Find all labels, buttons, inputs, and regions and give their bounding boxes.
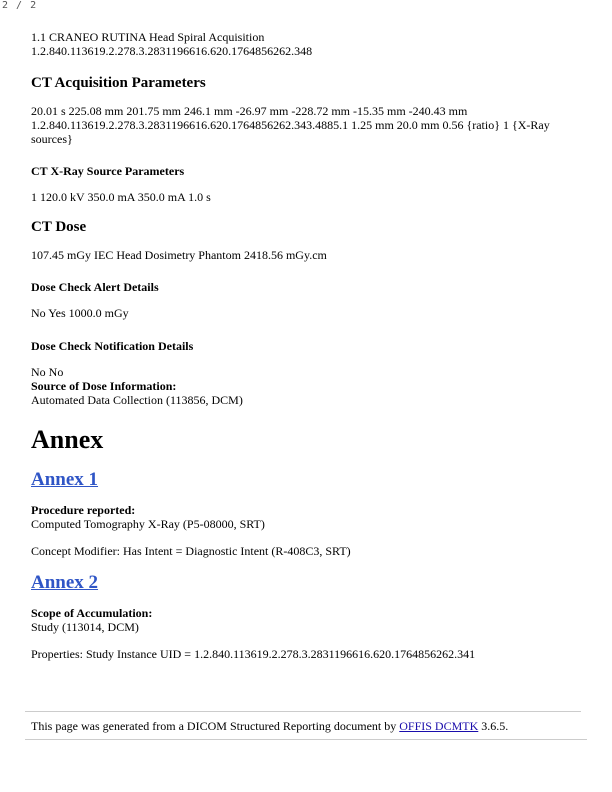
- xray-source-heading: CT X-Ray Source Parameters: [31, 164, 185, 178]
- concept-modifier: Concept Modifier: Has Intent = Diagnostic Intent (R-408C3, SRT): [31, 544, 351, 558]
- procedure-reported-value: Computed Tomography X-Ray (P5-08000, SRT): [31, 517, 265, 531]
- scope-value: Study (113014, DCM): [31, 620, 139, 634]
- footer-suffix: 3.6.5.: [478, 719, 509, 733]
- footer-divider-top: [25, 711, 581, 712]
- footer-divider-bottom: [25, 739, 587, 740]
- footer-text: [31, 719, 508, 733]
- dose-alert-heading: Dose Check Alert Details: [31, 280, 159, 294]
- annex-title: Annex: [31, 425, 104, 454]
- xray-source-text: 1 120.0 kV 350.0 mA 350.0 mA 1.0 s: [31, 190, 211, 204]
- footer-prefix: This page was generated from a DICOM Structured Reporting document by: [31, 719, 400, 733]
- scope-label: Scope of Accumulation:: [31, 606, 153, 620]
- procedure-reported-label: Procedure reported:: [31, 503, 136, 517]
- dose-notification-text: No No: [31, 365, 64, 379]
- annex-1-heading: [31, 469, 579, 491]
- dcmtk-link[interactable]: OFFIS DCMTK: [399, 719, 479, 733]
- ct-dose-text: 107.45 mGy IEC Head Dosimetry Phantom 2418.56 mGy.cm: [31, 248, 327, 262]
- acquisition-line: 1.1 CRANEO RUTINA Head Spiral Acquisition: [31, 30, 265, 44]
- annex-2-link[interactable]: Annex 2: [31, 572, 99, 593]
- dose-source-label: Source of Dose Information:: [31, 379, 177, 393]
- page-number: 2 / 2: [2, 0, 38, 11]
- ct-acquisition-parameters-heading: CT Acquisition Parameters: [31, 75, 206, 91]
- acquisition-uid: 1.2.840.113619.2.278.3.2831196616.620.1764856262.348: [31, 44, 313, 58]
- dose-notification-heading: Dose Check Notification Details: [31, 339, 194, 353]
- study-properties: Properties: Study Instance UID = 1.2.840.113619.2.278.3.2831196616.620.1764856262.341: [31, 647, 476, 661]
- annex-2-heading: [31, 572, 579, 594]
- dose-alert-text: No Yes 1000.0 mGy: [31, 306, 129, 320]
- ct-dose-heading: CT Dose: [31, 219, 87, 235]
- annex-1-link[interactable]: Annex 1: [31, 469, 99, 490]
- dose-source-value: Automated Data Collection (113856, DCM): [31, 393, 243, 407]
- ct-acquisition-parameters-text: 20.01 s 225.08 mm 201.75 mm 246.1 mm -26.97 mm -228.72 mm -15.35 mm -240.43 mm 1.2.840.113619.2.278.3.2831196616.620.1764856262.343.4885.1 1.25 mm 20.0 mm 0.56 {ratio} 1 {X-Ray sources}: [31, 104, 550, 146]
- report-content: [31, 30, 579, 661]
